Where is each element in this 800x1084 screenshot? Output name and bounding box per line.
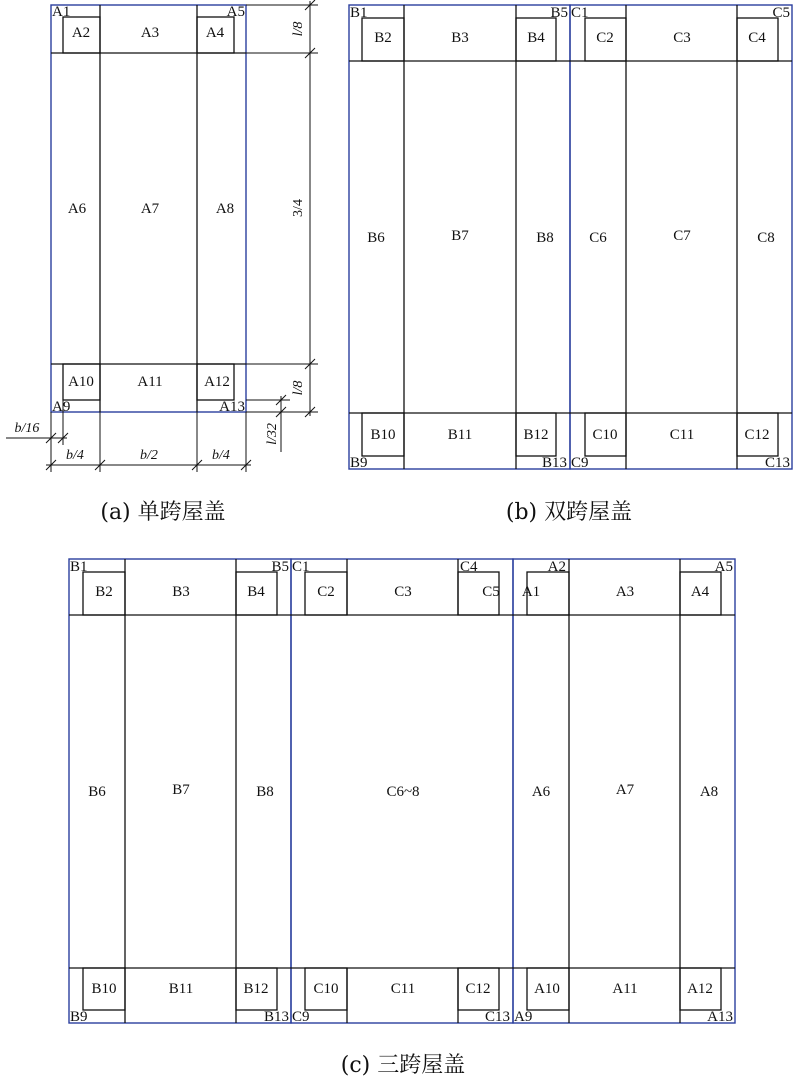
caption-b: (b) 双跨屋盖	[505, 500, 633, 525]
dim-left-width: b/4	[66, 448, 84, 463]
zone-label: C2	[596, 30, 614, 46]
zone-label: C12	[744, 427, 770, 443]
zone-label: B1	[350, 5, 368, 21]
dim-edge-width: b/16	[14, 421, 40, 436]
zone-label: B11	[447, 427, 473, 443]
zone-label: A2	[71, 25, 91, 41]
zone-label: C5	[482, 584, 500, 600]
zone-label: A6	[67, 201, 87, 217]
caption-c: (c) 三跨屋盖	[340, 1053, 466, 1078]
diagram-a	[6, 0, 318, 525]
zone-label: B13	[541, 455, 567, 471]
zone-label: B3	[451, 30, 469, 46]
a-horizontal-dimensions	[6, 400, 251, 472]
zone-label: B11	[168, 981, 194, 997]
zone-label: C6	[589, 230, 607, 246]
a-vertical-dimensions	[246, 0, 318, 452]
zone-label: B4	[527, 30, 545, 46]
zone-label: B8	[536, 230, 554, 246]
diagram-b	[349, 5, 792, 525]
zone-label: C6~8	[386, 784, 420, 800]
zone-label: B2	[374, 30, 392, 46]
zone-label: A4	[205, 25, 225, 41]
zone-label: A7	[615, 782, 635, 798]
zone-label: C4	[748, 30, 766, 46]
zone-label: A5	[226, 4, 245, 20]
zone-label: B6	[367, 230, 385, 246]
zone-label: A12	[687, 981, 713, 997]
zone-label: C2	[317, 584, 335, 600]
zone-label: B5	[271, 559, 289, 575]
zone-label: B7	[451, 228, 469, 244]
caption-a: (a) 单跨屋盖	[100, 500, 226, 525]
dim-middle: 3/4	[291, 199, 306, 217]
zone-label: A13	[707, 1009, 733, 1025]
zone-label: A10	[534, 981, 560, 997]
zone-label: C3	[394, 584, 412, 600]
zone-label: A12	[204, 374, 230, 390]
zone-label: B3	[172, 584, 190, 600]
zone-label: A9	[514, 1009, 533, 1025]
zone-label: B2	[95, 584, 113, 600]
zone-label: C11	[669, 427, 695, 443]
zone-label: C1	[571, 5, 589, 21]
dim-right-width: b/4	[212, 448, 230, 463]
zone-label: C13	[484, 1009, 510, 1025]
zone-label: A10	[68, 374, 94, 390]
diagram-c	[69, 559, 735, 1078]
zone-label: A9	[52, 399, 71, 415]
zone-label: C1	[292, 559, 310, 575]
zone-label: B12	[523, 427, 549, 443]
zone-label: C7	[673, 228, 691, 244]
zone-label: B6	[88, 784, 106, 800]
dim-bottom: l/8	[291, 380, 306, 396]
zone-label: B9	[70, 1009, 88, 1025]
zone-label: B10	[370, 427, 396, 443]
zone-label: A5	[714, 559, 733, 575]
zone-label: B7	[172, 782, 190, 798]
zone-label: A3	[140, 25, 160, 41]
zone-label: C9	[571, 455, 589, 471]
zone-label: C11	[390, 981, 416, 997]
zone-label: C3	[673, 30, 691, 46]
zone-label: B5	[550, 5, 568, 21]
zone-label: A8	[699, 784, 719, 800]
zone-label: B10	[91, 981, 117, 997]
dim-center-width: b/2	[140, 448, 158, 463]
zone-label: C10	[313, 981, 339, 997]
dim-top: l/8	[291, 21, 306, 37]
zone-label: C12	[465, 981, 491, 997]
zone-label: B4	[247, 584, 265, 600]
zone-label: A13	[219, 399, 245, 415]
zone-label: A3	[615, 584, 635, 600]
zone-label: A2	[547, 559, 566, 575]
zone-label: B13	[263, 1009, 289, 1025]
zone-label: A11	[612, 981, 638, 997]
zone-label: A8	[215, 201, 235, 217]
zone-label: A4	[690, 584, 710, 600]
zone-label: C4	[460, 559, 478, 575]
zone-label: B8	[256, 784, 274, 800]
zone-label: B12	[243, 981, 269, 997]
zone-label: A6	[531, 784, 551, 800]
zone-label: B1	[70, 559, 88, 575]
zone-label: C9	[292, 1009, 310, 1025]
dim-edge-height: l/32	[265, 423, 280, 445]
zone-label: A7	[140, 201, 160, 217]
zone-label: C5	[772, 5, 790, 21]
zone-label: C10	[592, 427, 618, 443]
zone-label: C13	[764, 455, 790, 471]
zone-label: A11	[137, 374, 163, 390]
zone-label: C8	[757, 230, 775, 246]
zone-label: A1	[52, 4, 71, 20]
zone-label: B9	[350, 455, 368, 471]
zone-label: A1	[521, 584, 541, 600]
